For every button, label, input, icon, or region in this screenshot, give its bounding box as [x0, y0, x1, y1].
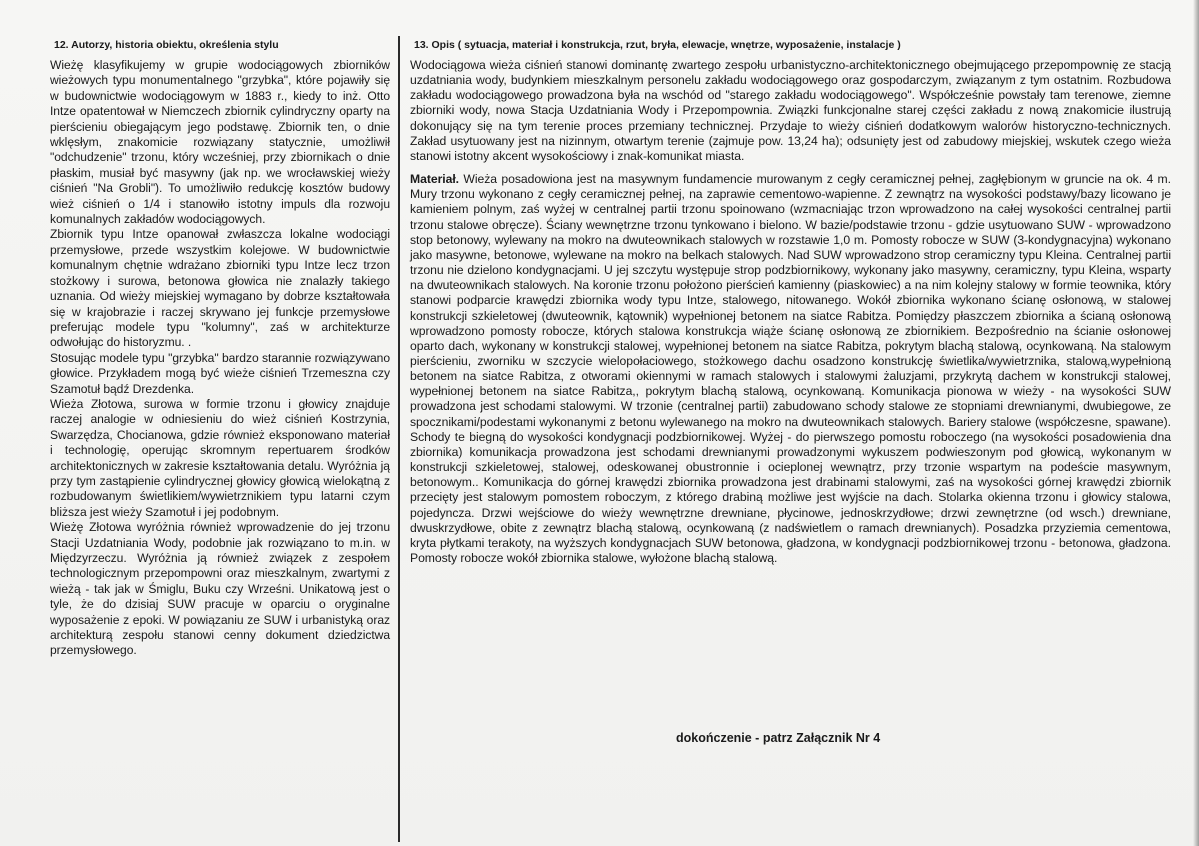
- left-paragraph-3: Stosując modele typu "grzybka" bardzo starannie rozwiązywano głowice. Przykładem mogą być wieże ciśnień Trzemeszna czy Szamotuł bądź Drezdenka.: [50, 350, 390, 396]
- material-label: Materiał.: [410, 172, 459, 187]
- paragraph-gap: [410, 164, 1171, 172]
- left-paragraph-2: Zbiornik typu Intze opanował zwłaszcza lokalne wodociągi przemysłowe, przede wszystkim kolejowe. W budownictwie komunalnym chętnie wdrażano zbiorniki typu Intze lecz trzon stożkowy i surowa, betonowa głowica nie znalazły takiego uznania. Od wieży miejskiej wymagano by dobrze kształtowała się w krajobrazie i raczej skrywano jej funkcje przemysłowe preferując modele typu "kolumny", zaś w architekturze odwołując do historyzmu. .: [50, 227, 390, 350]
- material-paragraph: [410, 172, 1171, 566]
- column-divider: [398, 36, 400, 842]
- intro-paragraph: Wodociągowa wieża ciśnień stanowi dominantę zwartego zespołu urbanistyczno-architektonicznego obejmującego przepompownię ze stacją uzdatniania wody, budynkiem mieszkalnym personelu zakładu wodociągowego oraz gospodarczym, związanym z tym ostatnim. Rozbudowa zakładu wodociągowego prowadzona była na wschód od "starego zakładu wodociągowego". Współcześnie powstały tam terenowe, ziemne zbiorniki wody, nowa Stacja Uzdatniania Wody i Przepompownia. Związki funkcjonalne starej części zakładu z nową znakomicie ilustrują dokonujący się na tym terenie proces przemiany technicznej. Przydaje to wieży ciśnień dodatkowym walorów historyczno-technicznych. Zakład usytuowany jest na nizinnym, otwartym terenie (zajmuje pow. 13,24 ha); odsunięty jest od zabudowy miejskiej, wskutek czego wieża stanowi istotny akcent wysokościowy i znak-komunikat miasta.: [410, 58, 1171, 163]
- scan-edge-shadow: [1193, 0, 1199, 846]
- section-13-heading: 13. Opis ( sytuacja, materiał i konstrukcja, rzut, bryła, elewacje, wnętrze, wyposażenie, instalacje ): [414, 39, 901, 51]
- section-12-heading: 12. Autorzy, historia obiektu, określenia stylu: [54, 39, 279, 51]
- left-paragraph-1: Wieżę klasyfikujemy w grupie wodociągowych zbiorników wieżowych typu monumentalnego "grzybka", które pojawiły się w budownictwie wodociągowym w 1883 r., kiedy to inż. Otto Intze opatentował w Niemczech zbiornik cylindryczny oparty na pierścieniu obiegającym jego podstawę. Zbiornik ten, o dnie wklęsłym, znakomicie rozwiązany statycznie, umożliwił "odchudzenie" trzonu, który wcześniej, przy zbiornikach o dnie płaskim, musiał być masywny (jak np. we wrocławskiej wieży ciśnień "Na Grobli"). To umożliwiło redukcję kosztów budowy wież ciśnień o 1/4 i stanowiło istotny impuls dla rozwoju komunalnych zakładów wodociągowych.: [50, 58, 390, 227]
- material-text: Wieża posadowiona jest na masywnym fundamencie murowanym z cegły ceramicznej pełnej, zagłębionym w gruncie na ok. 4 m. Mury trzonu wykonano z cegły ceramicznej pełnej, na zaprawie cementowo-wapienne. Z zewnątrz na wysokości podstawy/bazy licowano je kamieniem polnym, zaś wyżej w centralnej partii trzonu spoinowano (wzmacniając trzon wprowadzono na całej wysokości centralnej partii trzonu stalowe obręcze). Ściany wewnętrzne trzonu tynkowano i bielono. W bazie/podstawie trzonu - gdzie usytuowano SUW - wprowadzono stop betonowy, wylewany na mokro na dwuteownikach stalowych w rozstawie 1,0 m. Pomosty robocze w SUW (3-kondygnacyjna) wykonano jako masywne, betonowe, wylewane na mokro na belkach stalowych. Nad SUW wprowadzono strop ceramiczny typu Kleina. Centralnej partii trzonu nie dzielono kondygnacjami. U jej szczytu występuje strop podzbiornikowy, wykonany jako masywny, ceramiczny, typu Kleina, wsparty na dwuteownikach stalowych. Na koronie trzonu położono pierścień kamienny (piaskowiec) a na nim kolejny stalowy w formie teownika, który stanowi podparcie krawędzi zbiornika wody typu Intze, stalowego, nitowanego. Wokół zbiornika wykonano ścianę osłonową, w stalowej konstrukcji szkieletowej (dwuteownik, kątownik) wypełnionej betonem na siatce Rabitza. Pomiędzy płaszczem zbiornika a ścianą osłonową wprowadzono pomosty robocze, których stalowa konstrukcja wiąże ścianę osłonową ze zbiornikiem. Bezpośrednio na ścianie osłonowej oparto dach, wykonany w konstrukcji stalowej, wypełnionej betonem na siatce Rabitza, pokrytym blachą stalową, ocynkowaną. Na stalowym pierścieniu, zworniku w szczycie wielopołaciowego, stożkowego dachu osadzono konstrukcję świetlika/wywietrznika, stalową,wypełnioną betonem na siatce Rabitza, z otworami okiennymi w ramach stalowych i stalowymi żaluzjami, przykrytą dachem w konstrukcji stalowej, wypełnionej betonem na siatce Rabitza,, pokrytym blachą stalową, ocynkowaną. Komunikacja pionowa w wieży - na wysokości SUW prowadzona jest schodami stalowymi. W trzonie (centralnej partii) zabudowano schody stalowe ze stopniami drewnianymi, dwubiegowe, ze spocznikami/podestami wykonanymi z betonu wylewanego na mokro na dwuteownikach stalowych. Bariery stalowe (współczesne, spawane). Schody te biegną do wysokości kondygnacji podzbiornikowej. Wyżej - do pierwszego pomostu roboczego (na wysokości posadowienia dna zbiornika) komunikacja prowadzona jest schodami drewnianymi prowadzonymi wykuszem podwieszonym pod głowicą, wykonanym w konstrukcji szkieletowej, stalowej, odeskowanej obustronnie i ocieplonej wewnątrz, przy trzonie wspartym na podeście masywnym, betonowym.. Komunikacja do górnej krawędzi zbiornika prowadzona jest drabinami stalowymi, zaś na wysokości górnej krawędzi zbiornik przecięty jest stalowym pomostem roboczym, z którego drabiną możliwe jest wyjście na dach. Stolarka okienna trzonu i głowicy stalowa, pojedyncza. Drzwi wejściowe do wieży wewnętrzne drewniane, płycinowe, jednoskrzydłowe; drzwi zewnętrzne (od wsch.) drewniane, dwuskrzydłowe, obite z zewnątrz blachą stalową, ocynkowaną (z nadświetlem o ramach drewnianych). Posadzka przyziemia cementowa, kryta płytkami terakoty, na wyższych kondygnacjach SUW betonowa, gładzona, w kondygnacji podzbiornikowej trzonu - betonowa, gładzona. Pomosty robocze wokół zbiornika stalowe, wyłożone blachą stalową.: [410, 172, 1171, 565]
- continuation-note: dokończenie - patrz Załącznik Nr 4: [676, 731, 881, 745]
- left-column: [50, 38, 390, 659]
- left-paragraph-5: Wieżę Złotowa wyróżnia również wprowadzenie do jej trzonu Stacji Uzdatniania Wody, podobnie jak rozwiązano to m.in. w Międzyrzeczu. Wyróżnia ją również związek z zespołem technologicznym przepompowni oraz mieszkalnym, zwartymi z wieżą - tak jak w Śmiglu, Buku czy Wrześni. Unikatową jest o tyle, że do dzisiaj SUW pracuje w oparciu o oryginalne wyposażenie z epoki. W powiązaniu ze SUW i urbanistyką oraz architekturą zespołu stanowi cenny dokument dziedzictwa przemysłowego.: [50, 520, 390, 658]
- right-column: [410, 38, 1171, 566]
- left-paragraph-4: Wieża Złotowa, surowa w formie trzonu i głowicy znajduje raczej analogie w odniesieniu do wież ciśnień Kostrzynia, Swarzędza, Chocianowa, gdzie również eksponowano materiał i technologię, operując skromnym repertuarem środków architektonicznych w zakresie kształtowania detalu. Wyróżnia ją przy tym zastąpienie cylindrycznej głowicy głowicą wielokątną z rozbudowanym świetlikiem/wywietrznikiem typu latarni czym bliższa jest wieży Szamotuł i jej podobnym.: [50, 396, 390, 519]
